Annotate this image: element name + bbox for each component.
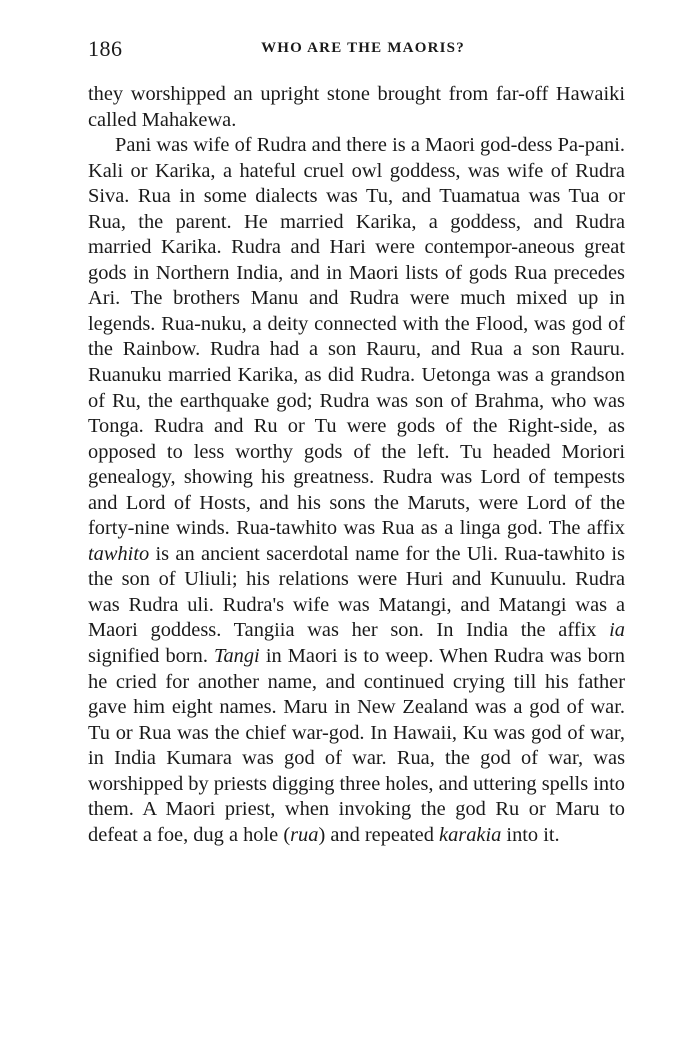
text-run: into it. [501,823,560,846]
text-run: signified born. [88,645,214,668]
italic-term-tangi: Tangi [214,645,260,668]
italic-term-tawhito: tawhito [88,542,150,565]
text-run: Pani was wife of Rudra and there is a Maori god-dess Pa-pani. Kali or Karika, a hateful cruel owl goddess, was wife of Rudra Siva. Rua in some dialects was Tu, and Tuamatua was Tua or Rua, the parent. He married Karika, a goddess, and Rudra married Karika. Rudra and Hari were contempor-aneous great gods in Northern India, and in Maori lists of gods Rua precedes Ari. The brothers Manu and Rudra were much mixed up in legends. Rua-nuku, a deity connected with the Flood, was god of the Rainbow. Rudra had a son Rauru, and Rua a son Rauru. Ruanuku married Karika, as did Rudra. Uetonga was a grandson of Ru, the earthquake god; Rudra was son of Brahma, who was Tonga. Rudra and Ru or Tu were gods of the Right-side, as opposed to less worthy gods of the left. Tu headed Moriori genealogy, showing his greatness. Rudra was Lord of tempests and Lord of Hosts, and his sons the Maruts, were Lord of the forty-nine winds. Rua-tawhito was Rua as a linga god. The affix [88,134,625,540]
italic-term-ia: ia [609,619,625,642]
page-number: 186 [88,36,123,61]
italic-term-karakia: karakia [439,823,502,846]
text-run: is an ancient sacerdotal name for the Uli. Rua-tawhito is the son of Uliuli; his relations were Huri and Kunuulu. Rudra was Rudra uli. Rudra's wife was Matangi, and Matangi was a Maori goddess. Tangiia was her son. In India the affix [88,542,625,642]
paragraph-continued: they worshipped an upright stone brought from far-off Hawaiki called Mahakewa. [88,83,625,131]
page-header [88,36,628,66]
italic-term-rua: rua [290,823,319,846]
body-text [88,82,625,848]
paragraph-rudra [88,133,625,848]
text-run: in Maori is to weep. When Rudra was born he cried for another name, and continued crying till his father gave him eight names. Maru in New Zealand was a god of war. Tu or Rua was the chief war-god. In Hawaii, Ku was god of war, in India Kumara was god of war. Rua, the god of war, was worshipped by priests digging three holes, and uttering spells into them. A Maori priest, when invoking the god Ru or Maru to defeat a foe, dug a hole ( [88,645,625,846]
running-head: WHO ARE THE MAORIS? [261,40,465,56]
text-run: ) and repeated [318,823,440,846]
